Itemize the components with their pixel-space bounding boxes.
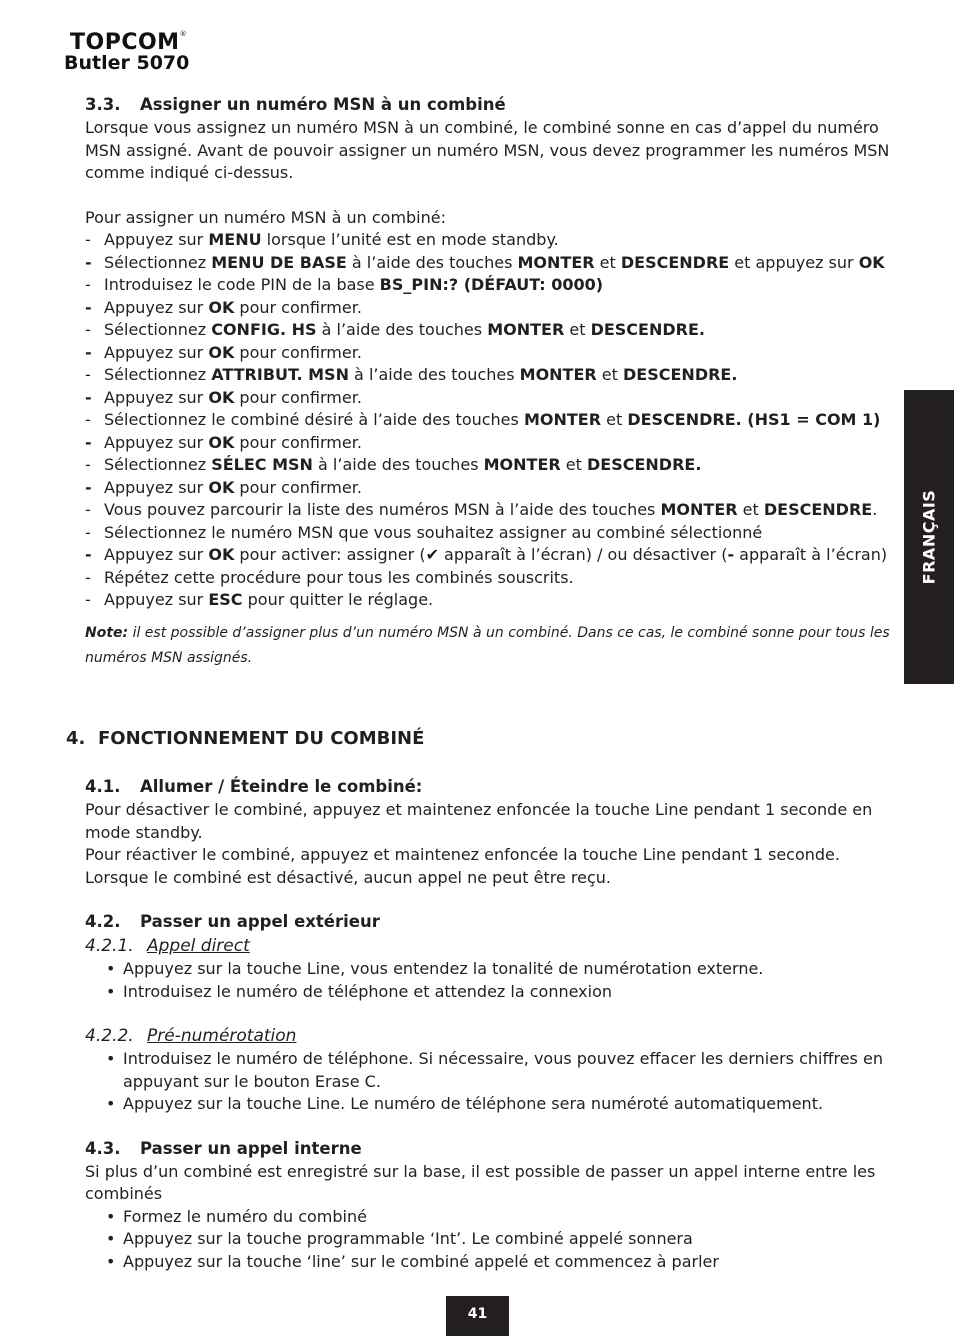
list-item: • Introduisez le numéro de téléphone. Si nécessaire, vous pouvez effacer les derniers chiffres en appuyant sur le bouton Erase C. — [106, 1049, 883, 1091]
section-4-1-p1: Pour désactiver le combiné, appuyez et maintenez enfoncée la touche Line pendant 1 seconde en mode standby. — [85, 800, 873, 842]
list-item: • Appuyez sur la touche Line, vous entendez la tonalité de numérotation externe. — [106, 959, 764, 978]
section-4-2-2-list — [85, 1048, 895, 1116]
section-4-2-1-list — [85, 958, 895, 1003]
topcom-logo: TOPCOM® — [70, 30, 188, 55]
step-item: - Sélectionnez CONFIG. HS à l’aide des touches MONTER et DESCENDRE. — [85, 320, 705, 339]
step-item: - Sélectionnez MENU DE BASE à l’aide des touches MONTER et DESCENDRE et appuyez sur OK — [85, 252, 885, 272]
list-item: • Appuyez sur la touche programmable ‘Int’. Le combiné appelé sonnera — [106, 1229, 693, 1248]
step-item: - Appuyez sur OK pour confirmer. — [85, 387, 362, 407]
step-item: - Répétez cette procédure pour tous les combinés souscrits. — [85, 567, 574, 587]
section-4-2-1-heading: 4.2.1. Appel direct — [85, 936, 250, 956]
section-3-3-intro: Lorsque vous assignez un numéro MSN à un combiné, le combiné sonne en cas d’appel du numéro MSN assigné. Avant de pouvoir assigner un numéro MSN, vous devez programmer les numéros MSN comme indiqué ci-dessus. — [85, 118, 890, 182]
section-4-content — [85, 775, 895, 1273]
section-3-3-lead: Pour assigner un numéro MSN à un combiné: — [85, 207, 446, 227]
list-item: • Formez le numéro du combiné — [106, 1206, 367, 1226]
section-4-2-heading: 4.2. Passer un appel extérieur — [85, 912, 380, 931]
section-4-1-p2: Pour réactiver le combiné, appuyez et maintenez enfoncée la touche Line pendant 1 seconde. — [85, 845, 840, 864]
section-4-3-heading: 4.3. Passer un appel interne — [85, 1138, 362, 1158]
step-item: - Vous pouvez parcourir la liste des numéros MSN à l’aide des touches MONTER et DESCENDRE. — [85, 500, 878, 519]
section-4-3-intro: Si plus d’un combiné est enregistré sur la base, il est possible de passer un appel interne entre les combinés — [85, 1161, 876, 1203]
page-number: 41 — [446, 1296, 509, 1336]
list-item: • Appuyez sur la touche ‘line’ sur le combiné appelé et commencez à parler — [106, 1251, 719, 1271]
step-item: - Introduisez le code PIN de la base BS_PIN:? (DÉFAUT: 0000) — [85, 275, 604, 294]
page-content — [85, 93, 895, 671]
step-item: - Appuyez sur OK pour confirmer. — [85, 432, 362, 452]
language-tab — [904, 390, 954, 684]
note-label: Note: — [85, 624, 129, 641]
step-item: - Sélectionnez le numéro MSN que vous souhaitez assigner au combiné sélectionné — [85, 522, 763, 542]
step-item: - Appuyez sur MENU lorsque l’unité est en mode standby. — [85, 230, 559, 249]
section-4-heading: 4. FONCTIONNEMENT DU COMBINÉ — [66, 728, 425, 749]
step-item: - Appuyez sur OK pour confirmer. — [85, 477, 362, 497]
step-item: - Sélectionnez ATTRIBUT. MSN à l’aide des touches MONTER et DESCENDRE. — [85, 365, 738, 384]
note-text: il est possible d’assigner plus d’un numéro MSN à un combiné. Dans ce cas, le combiné sonne pour tous les numéros MSN assignés. — [85, 624, 890, 666]
step-item: - Appuyez sur OK pour confirmer. — [85, 297, 362, 317]
step-item: - Appuyez sur OK pour confirmer. — [85, 342, 362, 362]
list-item: • Introduisez le numéro de téléphone et attendez la connexion — [106, 981, 613, 1001]
section-4-2-2-heading: 4.2.2. Pré-numérotation — [85, 1026, 297, 1046]
step-item: - Appuyez sur OK pour activer: assigner (✔ apparaît à l’écran) / ou désactiver (- apparaît à l’écran) — [85, 545, 888, 564]
step-item: - Appuyez sur ESC pour quitter le réglage. — [85, 590, 434, 609]
section-4-1-heading: 4.1. Allumer / Éteindre le combiné: — [85, 777, 423, 796]
section-4-1-p3: Lorsque le combiné est désactivé, aucun appel ne peut être reçu. — [85, 867, 611, 887]
note — [85, 621, 895, 671]
steps-list — [85, 229, 895, 612]
language-tab-label: FRANÇAIS — [919, 489, 939, 585]
list-item: • Appuyez sur la touche Line. Le numéro de téléphone sera numéroté automatiquement. — [106, 1094, 824, 1113]
step-item: - Sélectionnez SÉLEC MSN à l’aide des touches MONTER et DESCENDRE. — [85, 455, 702, 474]
section-4-3-list — [85, 1206, 895, 1274]
step-item: - Sélectionnez le combiné désiré à l’aide des touches MONTER et DESCENDRE. (HS1 = COM 1) — [85, 410, 881, 429]
section-3-3-heading: 3.3. Assigner un numéro MSN à un combiné — [85, 95, 506, 114]
model-name: Butler 5070 — [64, 52, 190, 74]
